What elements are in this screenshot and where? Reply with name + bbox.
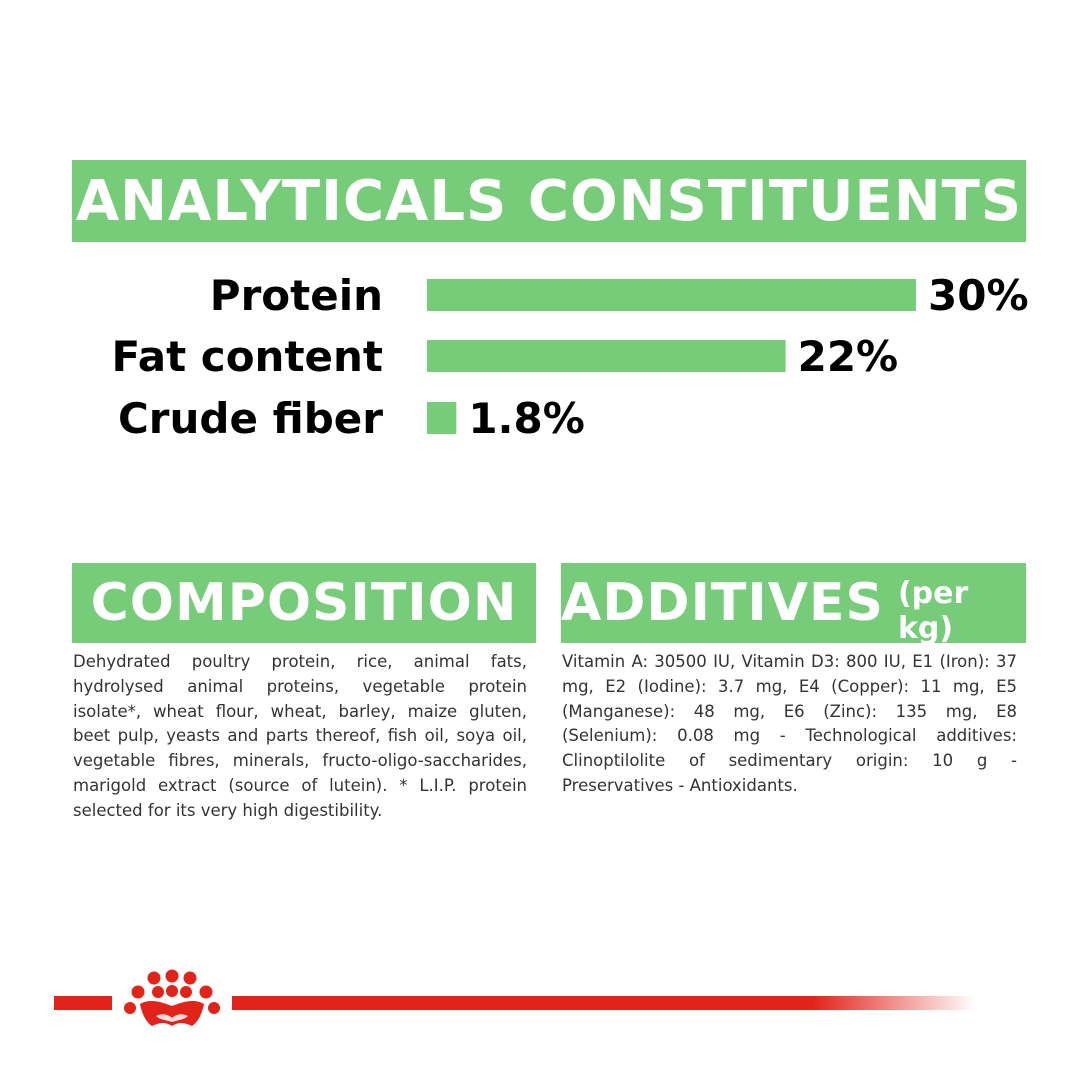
chart-layer	[112, 271, 1029, 443]
composition-title: COMPOSITION	[90, 573, 518, 633]
additives-title: ADDITIVES	[561, 573, 884, 633]
bar-crude-fiber	[427, 402, 456, 434]
bar-label-fat-content: Fat content	[111, 332, 383, 381]
analyticals-constituents-title: ANALYTICALS CONSTITUENTS	[75, 168, 1023, 234]
bar-value-protein: 30%	[928, 271, 1029, 320]
composition-text: Dehydrated poultry protein, rice, animal fats, hydrolysed animal proteins, vegetable protein isolate*, wheat flour, wheat, barley, maize gluten, beet pulp, yeasts and parts thereof, fish oil, soya oil, vegetable fibres, minerals, fructo-oligo-saccharides, marigold extract (source of lutein). * L.I.P. protein selected for its very high digestibility.	[73, 652, 527, 820]
additives-subtitle: (per kg)	[897, 576, 969, 646]
additives-header	[561, 563, 1026, 646]
footer-line-right	[232, 996, 976, 1010]
bar-label-protein: Protein	[209, 271, 383, 320]
bar-protein	[427, 279, 916, 311]
footer-line-left	[54, 996, 112, 1010]
bar-value-fat-content: 22%	[797, 332, 899, 381]
bar-fat-content	[427, 340, 786, 372]
bar-value-crude-fiber: 1.8%	[468, 394, 585, 443]
analyticals-constituents-header	[72, 160, 1026, 242]
composition-header	[72, 563, 536, 643]
additives-text: Vitamin A: 30500 IU, Vitamin D3: 800 IU, E1 (Iron): 37 mg, E2 (Iodine): 3.7 mg, E4 (Copper): 11 mg, E5 (Manganese): 48 mg, E6 (Zinc): 135 mg, E8 (Selenium): 0.08 mg - Technological additives: Clinoptilolite of sedimentary origin: 10 g - Preservatives - Antioxidants.	[562, 652, 1017, 795]
bar-label-crude-fiber: Crude fiber	[117, 394, 383, 443]
crown-logo-icon	[118, 968, 226, 1034]
